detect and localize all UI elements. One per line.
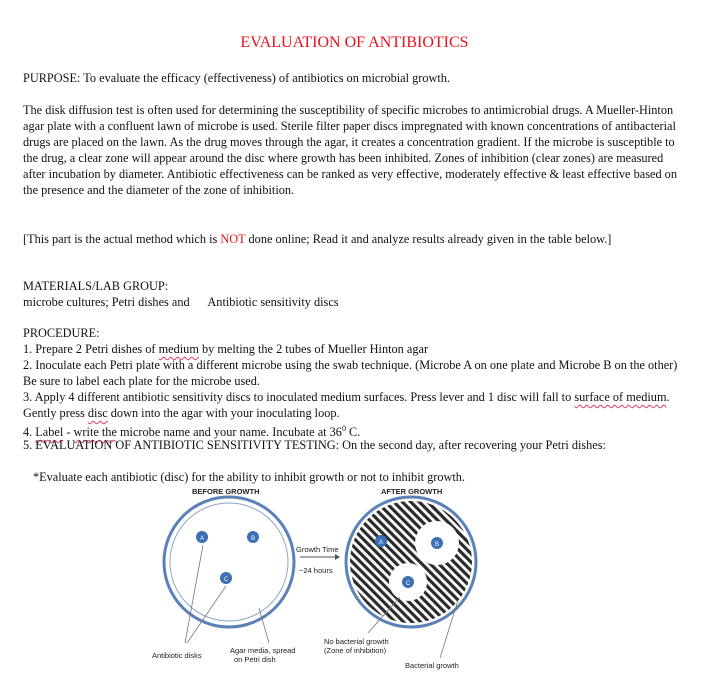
no-growth-label-1: No bacterial growth (324, 637, 389, 646)
note-after: done online; Read it and analyze results already given in the table below.] (245, 232, 612, 246)
after-disk-a-label: A (378, 540, 384, 546)
before-disk-c-label: C (223, 577, 229, 583)
procedure-step-6: *Evaluate each antibiotic (disc) for the ability to inhibit growth or not to inhibit growth. (33, 470, 466, 484)
step4-a: 4. (23, 425, 36, 440)
procedure-step-2: 2. Inoculate each Petri plate with a different microbe using the swab technique. (Microbe A on one plate and Microbe B on the other) Be sure to label each plate for the microbe used. (23, 358, 678, 388)
materials-text: microbe cultures; Petri dishes and Antibiotic sensitivity discs (23, 295, 339, 309)
bacterial-lawn (350, 501, 472, 623)
hours-label: ~24 hours (299, 566, 333, 575)
agar-label-2: on Petri dish (234, 655, 276, 664)
before-petri-dish (164, 497, 294, 627)
page-title: EVALUATION OF ANTIBIOTICS (240, 34, 469, 51)
purpose: PURPOSE: To evaluate the efficacy (effectiveness) of antibiotics on microbial growth. (23, 71, 451, 85)
agar-label-1: Agar media, spread (230, 646, 296, 655)
before-disk-b-label: B (250, 536, 256, 542)
after-disk-c-label: C (405, 581, 411, 587)
antibiotic-disks-label: Antibiotic disks (152, 651, 202, 660)
note-before: [This part is the actual method which is (23, 232, 221, 246)
procedure-heading: PROCEDURE: (23, 326, 100, 340)
step3-b: surface of medium (574, 390, 667, 404)
step1-c: by melting the 2 tubes of Mueller Hinton agar (198, 342, 429, 356)
bacterial-growth-label: Bacterial growth (405, 661, 459, 670)
step4-sup: 0 (341, 424, 346, 433)
note-emphasis: NOT (220, 232, 246, 246)
step1-a: 1. Prepare 2 Petri dishes of (23, 342, 159, 356)
before-disk-a-label: A (199, 536, 205, 542)
step4-c: - (63, 425, 74, 440)
growth-arrowhead (335, 554, 340, 560)
materials-heading: MATERIALS/LAB GROUP: (23, 279, 169, 293)
step3-c: . Gently press (23, 390, 670, 420)
step3-a: 3. Apply 4 different antibiotic sensitivity discs to inoculated medium surfaces. Press lever and 1 disc will fall to (23, 390, 575, 404)
procedure-step-5: 5. EVALUATION OF ANTIBIOTIC SENSITIVITY TESTING: On the second day, after recovering your Petri dishes: (23, 438, 606, 452)
after-growth-label: AFTER GROWTH (381, 487, 443, 496)
step1-b: medium (158, 342, 199, 356)
no-growth-label-2: (Zone of inhibition) (324, 646, 387, 655)
intro-paragraph: The disk diffusion test is often used for determining the susceptibility of specific microbes to antimicrobial drugs. A Mueller-Hinton agar plate with a confluent lawn of microbe is used. Sterile filter paper discs impregnated with known concentrations of antibacterial drugs are placed on the lawn. As the drug moves through the agar, it creates a concentration gradient. If the microbe is susceptible to the drug, a clear zone will appear around the disc where growth has been inhibited. Zones of inhibition (clear zones) are measured after incubation by diameter. Antibiotic effectiveness can be ranked as very effective, moderately effective & least effective based on the presence and the diameter of the zone of inhibition. (23, 103, 677, 197)
growth-time-label: Growth Time (296, 545, 339, 554)
step4-b: Label (35, 425, 64, 440)
step3-e: down into the agar with your inoculating loop. (107, 406, 340, 420)
after-disk-b-label: B (434, 542, 440, 548)
before-growth-label: BEFORE GROWTH (192, 487, 260, 496)
step4-d: write the (73, 425, 117, 440)
step3-d: disc (87, 406, 108, 420)
step4-f: C. (345, 425, 361, 440)
step4-e: microbe name and your name. Incubate at 36 (116, 425, 342, 440)
